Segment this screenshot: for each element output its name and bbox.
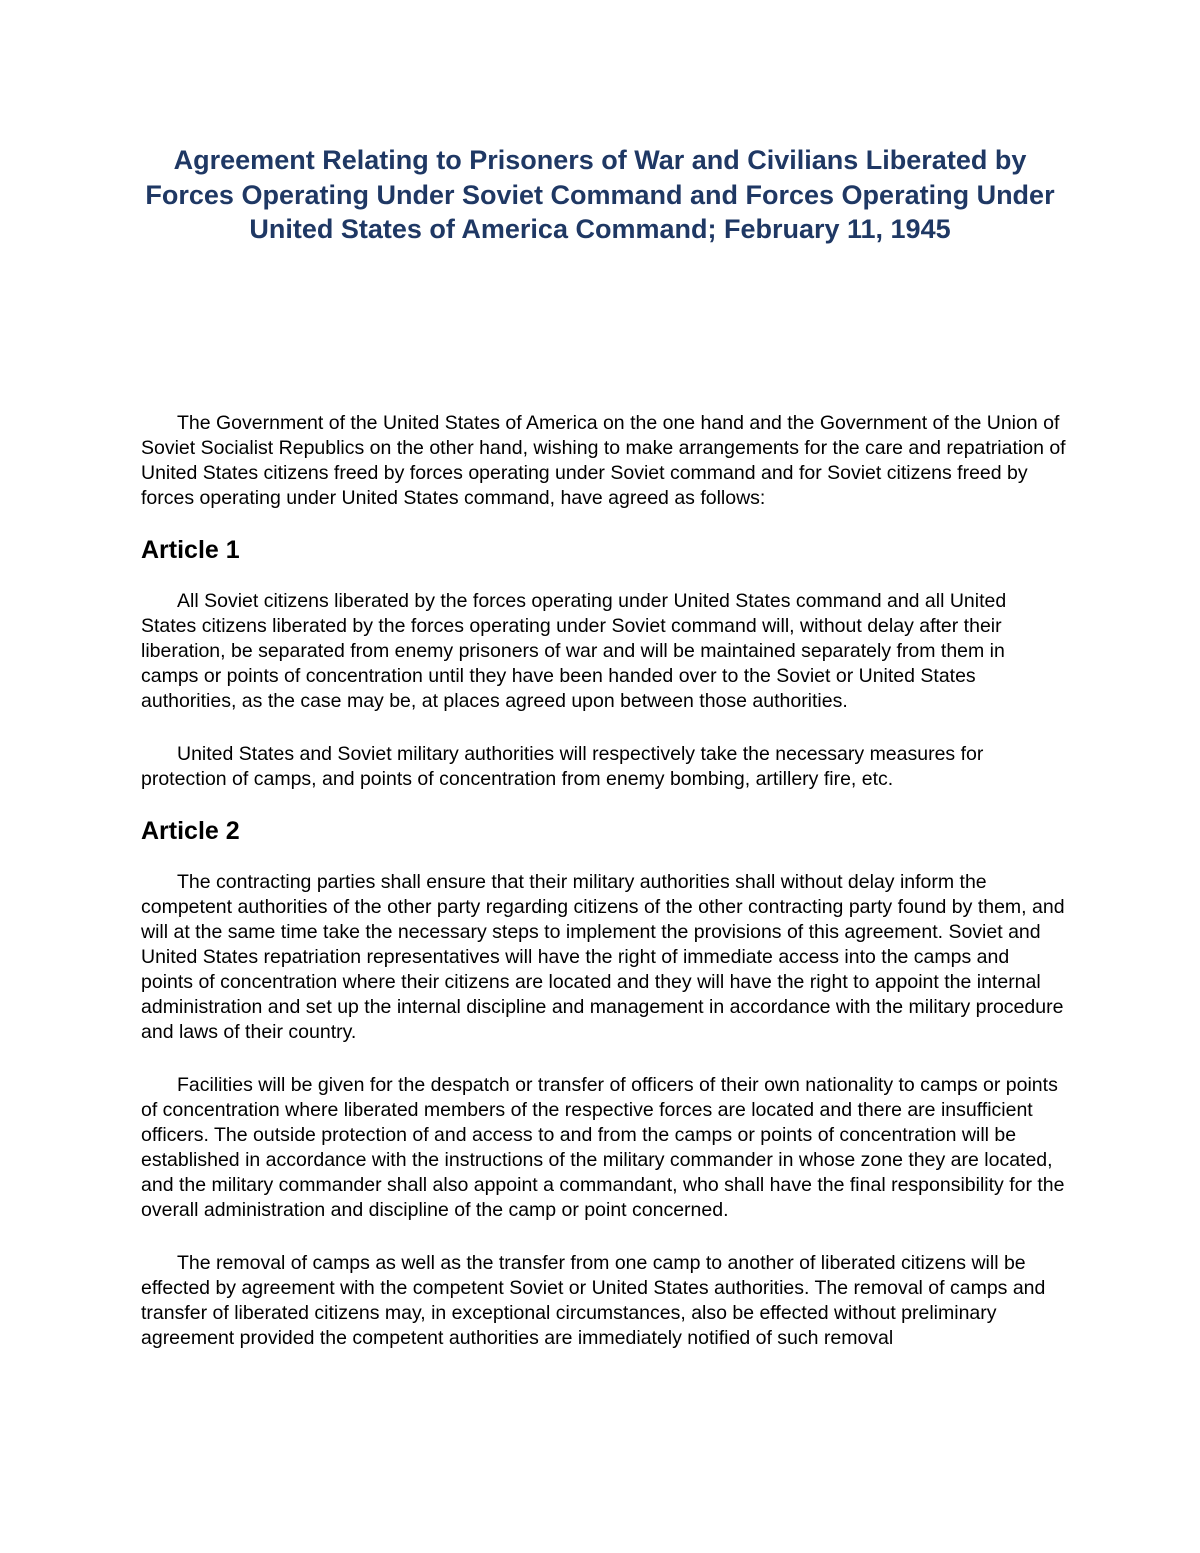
article-1-paragraph-1: All Soviet citizens liberated by the forces operating under United States command and all United States citizens liberated by the forces operating under Soviet command will, without delay after their liberation, be separated from enemy prisoners of war and will be maintained separately from them in camps or points of concentration until they have been handed over to the Soviet or United States authorities, as the case may be, at places agreed upon between those authorities. xyxy=(141,590,1007,712)
preamble-paragraph: The Government of the United States of America on the one hand and the Government of the Union of Soviet Socialist Republics on the other hand, wishing to make arrangements for the care and repatriation of United States citizens freed by forces operating under Soviet command and for Soviet citizens freed by forces operating under United States command, have agreed as follows: xyxy=(141,412,1066,509)
article-2-paragraph-3: The removal of camps as well as the transfer from one camp to another of liberated citizens will be effected by agreement with the competent Soviet or United States authorities. The removal of camps and transfer of liberated citizens may, in exceptional circumstances, also be effected without preliminary agreement provided the competent authorities are immediately notified of such removal xyxy=(141,1252,1046,1349)
article-2-paragraph-2: Facilities will be given for the despatch or transfer of officers of their own nationality to camps or points of concentration where liberated members of the respective forces are located and there are insufficient officers. The outside protection of and access to and from the camps or points of concentration will be established in accordance with the instructions of the military commander in whose zone they are located, and the military commander shall also appoint a commandant, who shall have the final responsibility for the overall administration and discipline of the camp or point concerned. xyxy=(141,1074,1065,1221)
article-2-heading: Article 2 xyxy=(141,817,240,845)
document-title: Agreement Relating to Prisoners of War and Civilians Liberated by Forces Operating Under Soviet Command and Forces Operating Under United States of America Command; February 11, 1945 xyxy=(145,145,1055,244)
document-body xyxy=(141,411,1066,1351)
article-1-paragraph-2: United States and Soviet military authorities will respectively take the necessary measures for protection of camps, and points of concentration from enemy bombing, artillery fire, etc. xyxy=(141,743,984,790)
article-2-paragraph-1: The contracting parties shall ensure that their military authorities shall without delay inform the competent authorities of the other party regarding citizens of the other contracting party found by them, and will at the same time take the necessary steps to implement the provisions of this agreement. Soviet and United States repatriation representatives will have the right of immediate access into the camps and points of concentration where their citizens are located and they will have the right to appoint the internal administration and set up the internal discipline and management in accordance with the military procedure and laws of their country. xyxy=(141,871,1065,1043)
article-1-heading: Article 1 xyxy=(141,536,240,564)
